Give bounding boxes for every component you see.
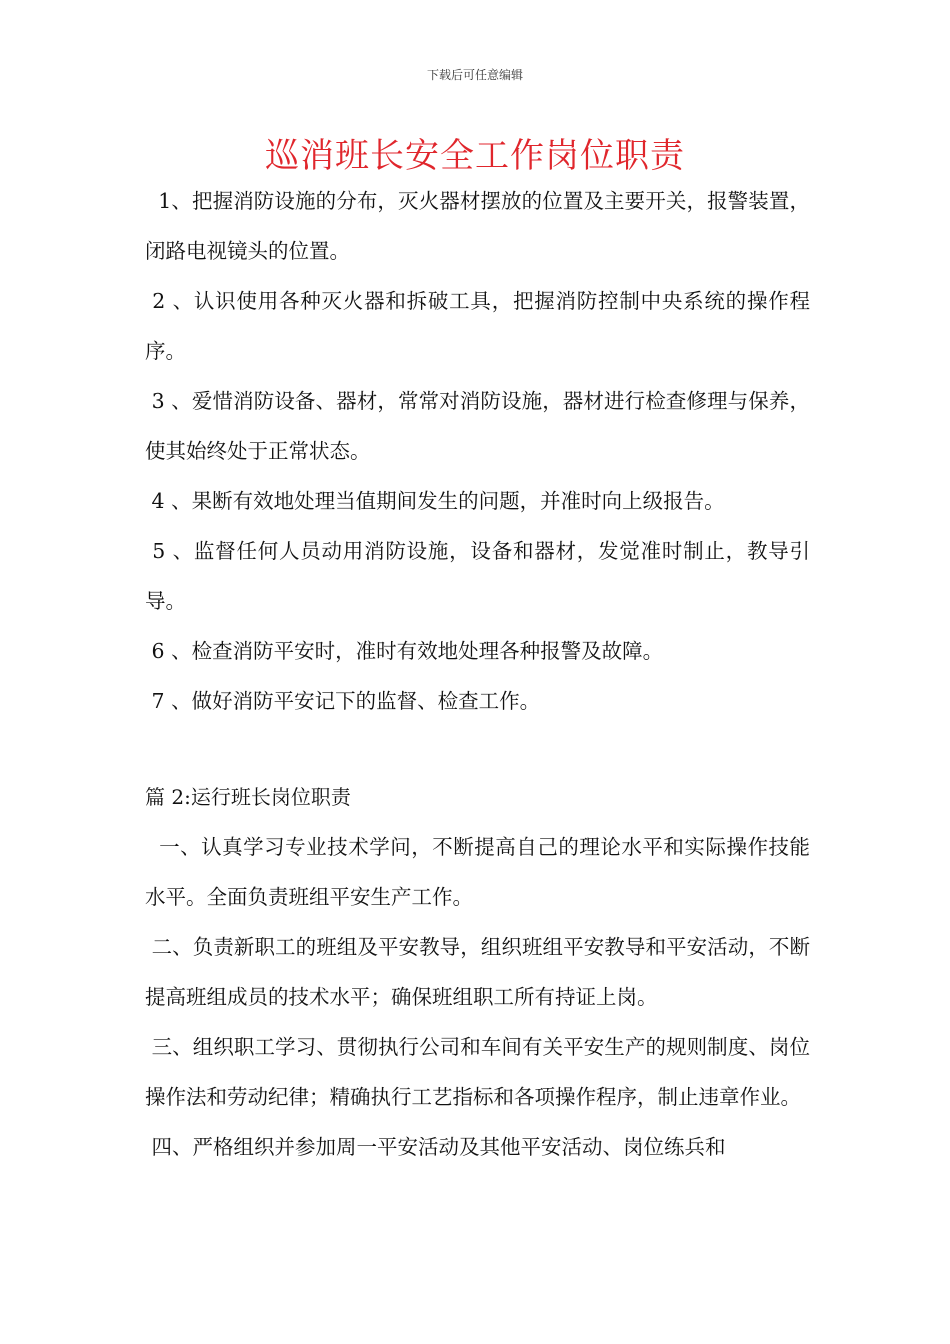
section-1-item-1: 1、把握消防设施的分布，灭火器材摆放的位置及主要开关，报警装置，闭路电视镜头的位置。: [145, 189, 810, 263]
section-1-item-4: 4 、果断有效地处理当值期间发生的问题，并准时向上级报告。: [145, 489, 725, 513]
section-2-heading: 篇 2:运行班长岗位职责: [145, 785, 351, 809]
section-2-body: [145, 772, 810, 1172]
header-note: 下载后可任意编辑: [426, 68, 523, 82]
section-2-item-3: 三、组织职工学习、贯彻执行公司和车间有关平安生产的规则制度、岗位操作法和劳动纪律；精确执行工艺指标和各项操作程序，制止违章作业。: [145, 1035, 810, 1109]
section-1-item-5: 5 、监督任何人员动用消防设施，设备和器材，发觉准时制止，教导引导。: [145, 539, 810, 613]
section-1-item-2: 2 、认识使用各种灭火器和拆破工具，把握消防控制中央系统的操作程序。: [145, 289, 810, 363]
section-2-item-1: 一、认真学习专业技术学问，不断提高自己的理论水平和实际操作技能水平。全面负责班组平安生产工作。: [145, 835, 810, 909]
document-title: 巡消班长安全工作岗位职责: [265, 136, 685, 176]
section-2-item-2: 二、负责新职工的班组及平安教导，组织班组平安教导和平安活动，不断提高班组成员的技术水平；确保班组职工所有持证上岗。: [145, 935, 810, 1009]
section-1-body: [145, 176, 810, 726]
section-1-item-6: 6 、检查消防平安时，准时有效地处理各种报警及故障。: [145, 639, 664, 663]
section-2-item-4: 四、严格组织并参加周一平安活动及其他平安活动、岗位练兵和: [145, 1135, 726, 1159]
section-1-item-7: 7 、做好消防平安记下的监督、检查工作。: [145, 689, 541, 713]
section-1-item-3: 3 、爱惜消防设备、器材，常常对消防设施，器材进行检查修理与保养，使其始终处于正常状态。: [145, 389, 810, 463]
